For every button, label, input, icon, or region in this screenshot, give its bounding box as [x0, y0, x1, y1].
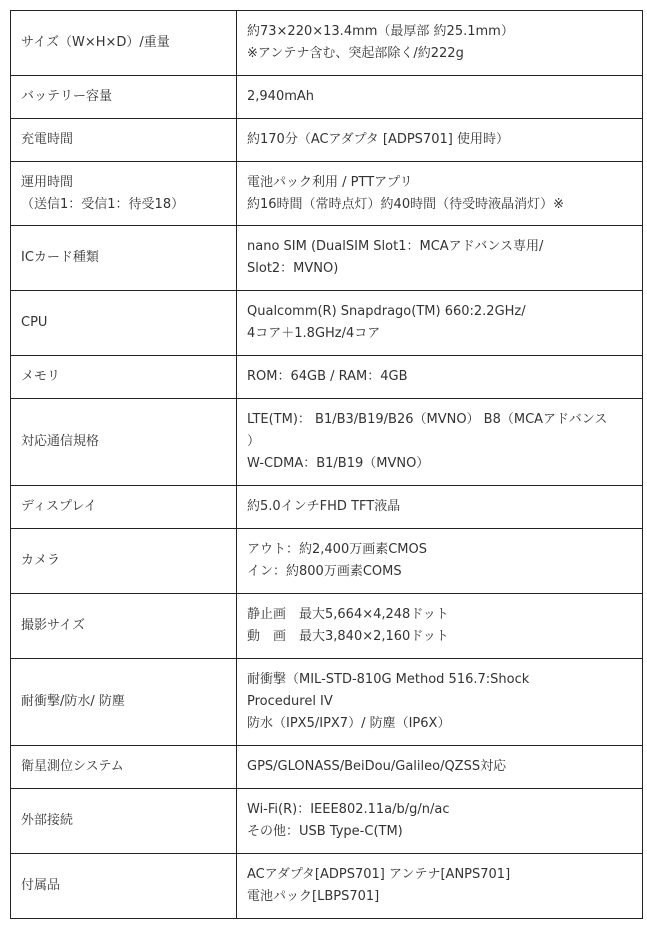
- spec-label: [11, 119, 237, 162]
- spec-label: [11, 11, 237, 76]
- spec-value: [237, 76, 643, 119]
- spec-label: [11, 76, 237, 119]
- spec-row-gnss: [11, 746, 643, 789]
- spec-label: [11, 746, 237, 789]
- value-line: Wi-Fi(R)：IEEE802.11a/b/g/n/ac: [247, 802, 450, 817]
- spec-value: [237, 854, 643, 919]
- spec-value: [237, 486, 643, 529]
- label-line: 運用時間: [21, 174, 74, 190]
- spec-row-battery: [11, 76, 643, 119]
- spec-value: [237, 746, 643, 789]
- label-line: 充電時間: [21, 132, 74, 147]
- spec-value: [237, 226, 643, 291]
- spec-label: [11, 356, 237, 399]
- spec-value: [237, 162, 643, 226]
- value-line: 約5.0インチFHD TFT液晶: [247, 499, 401, 514]
- spec-label: [11, 486, 237, 529]
- spec-row-camera: [11, 529, 643, 594]
- value-line: 約16時間（常時点灯）約40時間（待受時液晶消灯）※: [247, 196, 564, 212]
- spec-row-cpu: [11, 291, 643, 356]
- spec-label: [11, 594, 237, 659]
- value-line: W-CDMA：B1/B19（MVNO）: [247, 456, 430, 471]
- spec-row-size: [11, 11, 643, 76]
- spec-value: [237, 291, 643, 356]
- value-line: Slot2：MVNO): [247, 261, 339, 276]
- spec-row-accessories: [11, 854, 643, 919]
- label-line: 外部接続: [21, 813, 74, 828]
- label-line: ICカード種類: [21, 250, 99, 265]
- value-line: 耐衝撃（MIL-STD-810G Method 516.7:Shock: [247, 672, 530, 687]
- spec-value: [237, 659, 643, 746]
- spec-row-memory: [11, 356, 643, 399]
- label-line: ディスプレイ: [21, 499, 97, 514]
- label-line: サイズ（W×H×D）/重量: [21, 35, 170, 50]
- label-line: 撮影サイズ: [21, 618, 85, 633]
- spec-row-operating-time: [11, 162, 643, 226]
- value-line: アウト：約2,400万画素CMOS: [247, 542, 427, 557]
- label-line: 耐衝撃/防水/ 防塵: [21, 694, 125, 709]
- value-line: ）: [247, 434, 261, 449]
- value-line: ACアダプタ[ADPS701] アンテナ[ANPS701]: [247, 867, 511, 882]
- spec-row-display: [11, 486, 643, 529]
- label-line: メモリ: [21, 369, 61, 384]
- label-line: 対応通信規格: [21, 434, 100, 449]
- spec-label: [11, 659, 237, 746]
- value-line: LTE(TM)： B1/B3/B19/B26（MVNO） B8（MCAアドバンス: [247, 412, 608, 427]
- value-line: イン：約800万画素COMS: [247, 564, 402, 579]
- spec-label: [11, 399, 237, 486]
- spec-value: [237, 594, 643, 659]
- label-line: （送信1：受信1：待受18）: [21, 196, 185, 212]
- value-line: Procedurel IV: [247, 694, 333, 709]
- spec-value: [237, 11, 643, 76]
- value-line: ※アンテナ含む、突起部除く/約222g: [247, 46, 464, 61]
- value-line: 静止画 最大5,664×4,248ドット: [247, 607, 449, 622]
- value-line: Qualcomm(R) Snapdrago(TM) 660:2.2GHz/: [247, 304, 526, 319]
- spec-value: [237, 789, 643, 854]
- label-line: バッテリー容量: [21, 89, 113, 104]
- value-line: 4コア＋1.8GHz/4コア: [247, 326, 381, 341]
- spec-row-durability: [11, 659, 643, 746]
- value-line: 約170分（ACアダプタ [ADPS701] 使用時）: [247, 132, 509, 147]
- value-line: 2,940mAh: [247, 89, 315, 104]
- value-line: GPS/GLONASS/BeiDou/Galileo/QZSS対応: [247, 759, 507, 774]
- spec-row-external-connection: [11, 789, 643, 854]
- spec-value: [237, 399, 643, 486]
- spec-row-ic-card: [11, 226, 643, 291]
- value-line: その他：USB Type-C(TM): [247, 824, 403, 839]
- spec-label: [11, 226, 237, 291]
- value-line: ROM：64GB / RAM：4GB: [247, 369, 408, 384]
- value-line: 電池パック利用 / PTTアプリ: [247, 174, 413, 190]
- spec-table: [10, 10, 643, 919]
- spec-label: [11, 162, 237, 226]
- spec-row-network: [11, 399, 643, 486]
- spec-label: [11, 789, 237, 854]
- value-line: 電池パック[LBPS701]: [247, 889, 380, 904]
- value-line: nano SIM (DualSIM Slot1：MCAアドバンス専用/: [247, 239, 544, 254]
- spec-label: [11, 529, 237, 594]
- spec-value: [237, 356, 643, 399]
- spec-value: [237, 529, 643, 594]
- spec-row-capture-size: [11, 594, 643, 659]
- label-line: CPU: [21, 315, 48, 330]
- spec-label: [11, 291, 237, 356]
- value-line: 約73×220×13.4mm（最厚部 約25.1mm）: [247, 24, 514, 39]
- value-line: 防水（IPX5/IPX7）/ 防塵（IP6X）: [247, 716, 451, 731]
- label-line: 付属品: [21, 878, 61, 893]
- spec-row-charge-time: [11, 119, 643, 162]
- spec-value: [237, 119, 643, 162]
- spec-label: [11, 854, 237, 919]
- value-line: 動 画 最大3,840×2,160ドット: [247, 629, 449, 644]
- label-line: カメラ: [21, 553, 61, 568]
- label-line: 衛星測位システム: [21, 759, 124, 774]
